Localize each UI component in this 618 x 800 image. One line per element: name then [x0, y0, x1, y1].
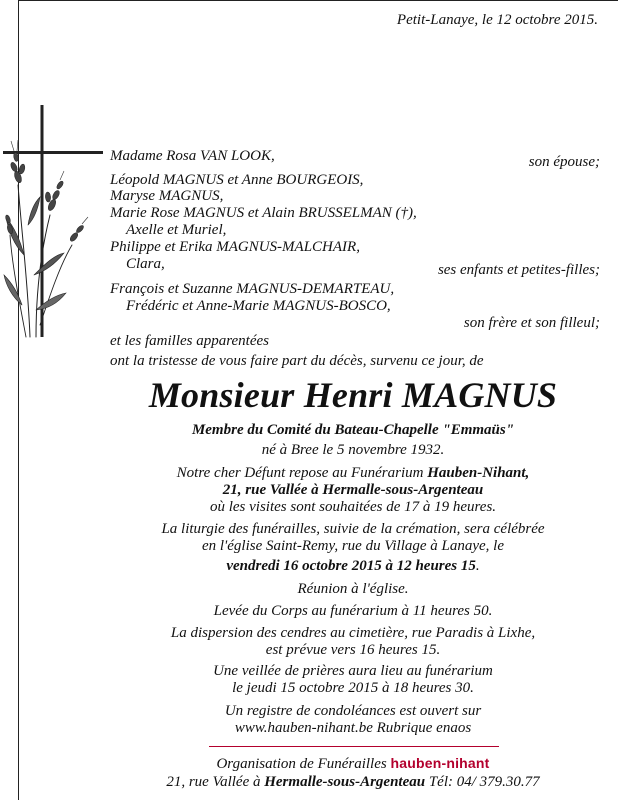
child-line: Léopold MAGNUS et Anne BOURGEOIS,: [110, 172, 364, 188]
sibling-line: François et Suzanne MAGNUS-DEMARTEAU,: [110, 281, 395, 297]
sibling-line: Frédéric et Anne-Marie MAGNUS-BOSCO,: [126, 298, 391, 314]
grandchild-line: Clara,: [126, 256, 165, 272]
siblings-role: son frère et son filleul;: [463, 315, 600, 331]
cross-with-wheat-icon: [0, 105, 110, 345]
address-town: Hermalle-sous-Argenteau: [264, 774, 426, 790]
levee-line: Levée du Corps au funérarium à 11 heures 50.: [213, 603, 493, 619]
footer-divider: [209, 746, 499, 747]
child-line: Maryse MAGNUS,: [110, 188, 224, 204]
announce-line: ont la tristesse de vous faire part du décès, survenu ce jour, de: [110, 353, 484, 369]
visit-hours: où les visites sont souhaitées de 17 à 19 heures.: [209, 499, 497, 515]
organisation-line: [110, 755, 596, 772]
liturgy-line-3: [110, 558, 596, 574]
liturgy-end: .: [475, 558, 480, 574]
address-phone: Tél: 04/ 379.30.77: [425, 774, 540, 790]
place-date: Petit-Lanaye, le 12 octobre 2015.: [396, 12, 598, 28]
footer-address: [110, 774, 596, 790]
grandchild-line: Axelle et Muriel,: [126, 222, 227, 238]
child-line: Marie Rose MAGNUS et Alain BRUSSELMAN (†),: [110, 205, 417, 221]
address-street: 21, rue Vallée à: [166, 774, 265, 790]
repose-address: 21, rue Vallée à Hermalle-sous-Argenteau: [222, 482, 484, 498]
repose-line-1: [110, 465, 596, 481]
children-role: ses enfants et petites-filles;: [437, 262, 600, 278]
birth-info: né à Bree le 5 novembre 1932.: [261, 442, 445, 458]
liturgy-line-2: en l'église Saint-Remy, rue du Village à Lanaye, le: [201, 538, 505, 554]
families-line: et les familles apparentées: [110, 333, 269, 349]
veillee-line-2: le jeudi 15 octobre 2015 à 18 heures 30.: [232, 680, 474, 696]
child-line: Philippe et Erika MAGNUS-MALCHAIR,: [110, 239, 360, 255]
repose-text: Notre cher Défunt repose au Funérarium: [176, 465, 428, 481]
spouse-name: Madame Rosa VAN LOOK,: [110, 148, 275, 164]
liturgy-datetime: vendredi 16 octobre 2015 à 12 heures 15: [226, 558, 476, 574]
brand-logo: hauben-nihant: [390, 755, 490, 771]
registre-line-1: Un registre de condoléances est ouvert sur: [224, 703, 482, 719]
deceased-title: Membre du Comité du Bateau-Chapelle "Emmaüs": [191, 422, 515, 438]
veillee-line-1: Une veillée de prières aura lieu au funérarium: [213, 663, 493, 679]
funeral-home-name: Hauben-Nihant,: [427, 465, 530, 481]
frame-top-border: [18, 0, 618, 1]
organisation-label: Organisation de Funérailles: [216, 756, 391, 772]
dispersion-line-1: La dispersion des cendres au cimetière, rue Paradis à Lixhe,: [170, 625, 536, 641]
liturgy-line-1: La liturgie des funérailles, suivie de la crémation, sera célébrée: [161, 521, 545, 537]
deceased-name: Monsieur Henri MAGNUS: [148, 375, 558, 415]
reunion-line: Réunion à l'église.: [297, 581, 409, 597]
spouse-role: son épouse;: [528, 154, 600, 170]
registre-line-2: www.hauben-nihant.be Rubrique enaos: [234, 720, 472, 736]
dispersion-line-2: est prévue vers 16 heures 15.: [265, 642, 441, 658]
